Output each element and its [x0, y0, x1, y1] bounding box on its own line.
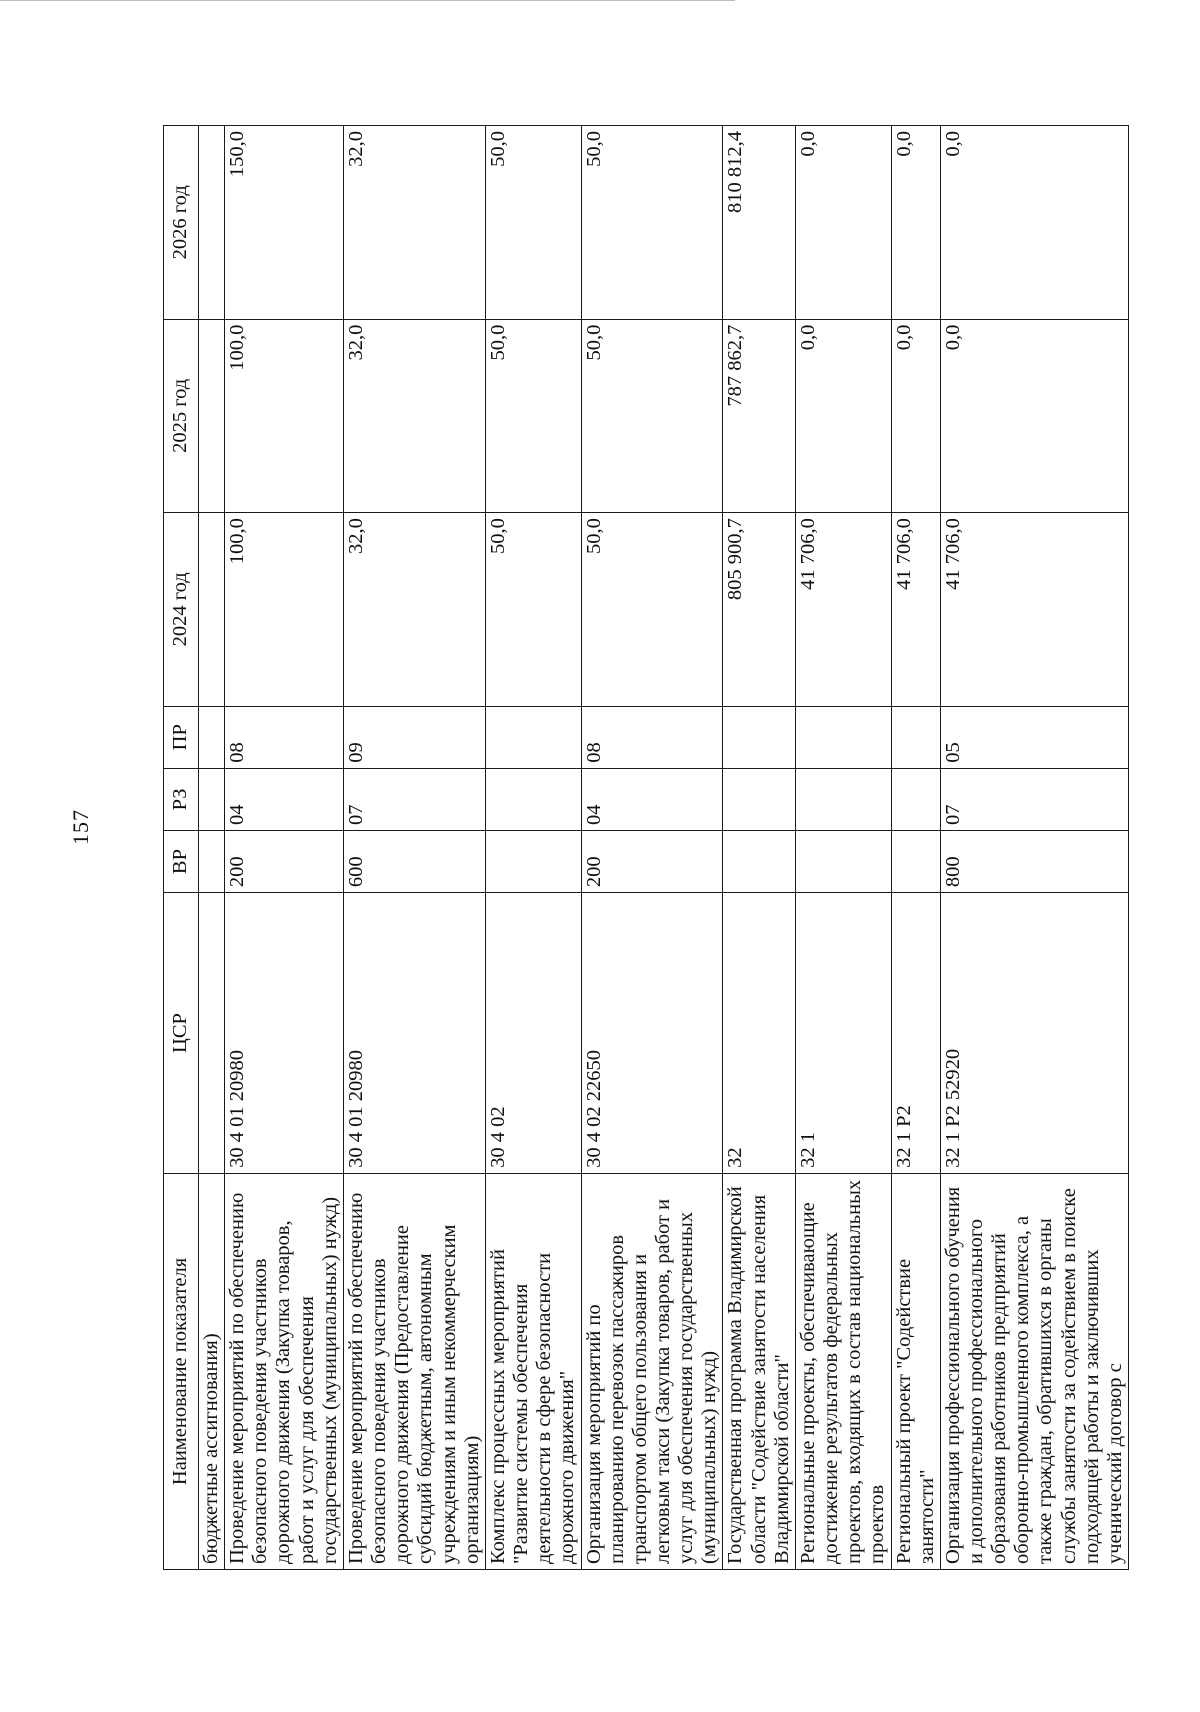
cell-pr — [485, 706, 581, 768]
cell-pr: 08 — [225, 706, 344, 768]
cell-vr: 800 — [940, 830, 1128, 892]
cell-2025: 100,0 — [225, 319, 344, 513]
cell-csr — [199, 893, 225, 1174]
cell-name: Проведение мероприятий по обеспечению безопасного поведения участников дорожного движения (Закупка товаров, работ и услуг для обеспечения государственных (муниципальных) нужд) — [225, 1173, 344, 1569]
cell-rz — [485, 768, 581, 830]
page-number: 157 — [68, 809, 93, 845]
cell-vr — [795, 830, 891, 892]
header-rz: РЗ — [164, 768, 199, 830]
table-row — [343, 126, 485, 1570]
cell-vr — [485, 830, 581, 892]
cell-csr: 30 4 01 20980 — [343, 893, 485, 1174]
cell-rz: 04 — [225, 768, 344, 830]
cell-pr — [795, 706, 891, 768]
cell-vr — [891, 830, 940, 892]
top-scan-rule — [0, 0, 735, 1]
cell-csr: 30 4 01 20980 — [225, 893, 344, 1174]
cell-2026 — [199, 126, 225, 320]
cell-2024: 805 900,7 — [723, 513, 795, 707]
cell-pr — [891, 706, 940, 768]
cell-csr: 32 — [723, 893, 795, 1174]
cell-csr: 30 4 02 22650 — [581, 893, 723, 1174]
cell-name: Организация мероприятий по планированию перевозок пассажиров транспортом общего пользования и легковым такси (Закупка товаров, работ и услуг для обеспечения государственных (муниципальных) нужд) — [581, 1173, 723, 1569]
cell-2024: 41 706,0 — [891, 513, 940, 707]
cell-rz: 04 — [581, 768, 723, 830]
table-row — [485, 126, 581, 1570]
table-row — [723, 126, 795, 1570]
header-csr: ЦСР — [164, 893, 199, 1174]
cell-vr: 600 — [343, 830, 485, 892]
cell-2025: 50,0 — [581, 319, 723, 513]
cell-2026: 0,0 — [940, 126, 1128, 320]
cell-name: бюджетные ассигнования) — [199, 1173, 225, 1569]
cell-name: Комплекс процессных мероприятий "Развитие системы обеспечения деятельности в сфере безопасности дорожного движения" — [485, 1173, 581, 1569]
table-row — [581, 126, 723, 1570]
cell-2025: 32,0 — [343, 319, 485, 513]
cell-csr: 30 4 02 — [485, 893, 581, 1174]
cell-vr — [723, 830, 795, 892]
cell-2026: 810 812,4 — [723, 126, 795, 320]
table-header-row — [164, 126, 199, 1570]
cell-rz — [795, 768, 891, 830]
cell-2024: 50,0 — [581, 513, 723, 707]
header-2026: 2026 год — [164, 126, 199, 320]
header-name: Наименование показателя — [164, 1173, 199, 1569]
cell-csr: 32 1 Р2 52920 — [940, 893, 1128, 1174]
table-row — [940, 126, 1128, 1570]
cell-2025: 50,0 — [485, 319, 581, 513]
cell-2024: 50,0 — [485, 513, 581, 707]
cell-name: Региональные проекты, обеспечивающие достижение результатов федеральных проектов, входящих в состав национальных проектов — [795, 1173, 891, 1569]
cell-2025: 0,0 — [795, 319, 891, 513]
cell-rz: 07 — [940, 768, 1128, 830]
cell-pr — [723, 706, 795, 768]
cell-2024 — [199, 513, 225, 707]
cell-2026: 0,0 — [795, 126, 891, 320]
cell-pr — [199, 706, 225, 768]
cell-2024: 100,0 — [225, 513, 344, 707]
rotated-table-wrapper — [163, 125, 1129, 1570]
cell-vr — [199, 830, 225, 892]
cell-vr: 200 — [581, 830, 723, 892]
cell-rz — [891, 768, 940, 830]
cell-2026: 50,0 — [581, 126, 723, 320]
cell-pr: 09 — [343, 706, 485, 768]
cell-rz — [199, 768, 225, 830]
cell-name: Государственная программа Владимирской области "Содействие занятости населения Владимирской области" — [723, 1173, 795, 1569]
cell-name: Организация профессионального обучения и дополнительного профессионального образования работников предприятий оборонно-промышленного комплекса, а также граждан, обратившихся в органы службы занятости за содействием в поиске подходящей работы и заключивших ученический договор с — [940, 1173, 1128, 1569]
table-row — [225, 126, 344, 1570]
cell-2025: 787 862,7 — [723, 319, 795, 513]
cell-name: Проведение мероприятий по обеспечению безопасного поведения участников дорожного движения (Предоставление субсидий бюджетным, автономным учреждениям и иным некоммерческим организациям) — [343, 1173, 485, 1569]
cell-csr: 32 1 — [795, 893, 891, 1174]
cell-rz: 07 — [343, 768, 485, 830]
cell-name: Региональный проект "Содействие занятости" — [891, 1173, 940, 1569]
cell-2026: 32,0 — [343, 126, 485, 320]
cell-2024: 41 706,0 — [795, 513, 891, 707]
header-vr: ВР — [164, 830, 199, 892]
cell-rz — [723, 768, 795, 830]
cell-pr: 05 — [940, 706, 1128, 768]
cell-2026: 50,0 — [485, 126, 581, 320]
cell-2024: 32,0 — [343, 513, 485, 707]
cell-pr: 08 — [581, 706, 723, 768]
cell-csr: 32 1 Р2 — [891, 893, 940, 1174]
table-row — [891, 126, 940, 1570]
cell-2025: 0,0 — [940, 319, 1128, 513]
header-2024: 2024 год — [164, 513, 199, 707]
cell-vr: 200 — [225, 830, 344, 892]
table-row — [199, 126, 225, 1570]
table-row — [795, 126, 891, 1570]
budget-table — [163, 125, 1129, 1570]
cell-2025: 0,0 — [891, 319, 940, 513]
cell-2026: 0,0 — [891, 126, 940, 320]
cell-2024: 41 706,0 — [940, 513, 1128, 707]
header-pr: ПР — [164, 706, 199, 768]
cell-2026: 150,0 — [225, 126, 344, 320]
header-2025: 2025 год — [164, 319, 199, 513]
cell-2025 — [199, 319, 225, 513]
